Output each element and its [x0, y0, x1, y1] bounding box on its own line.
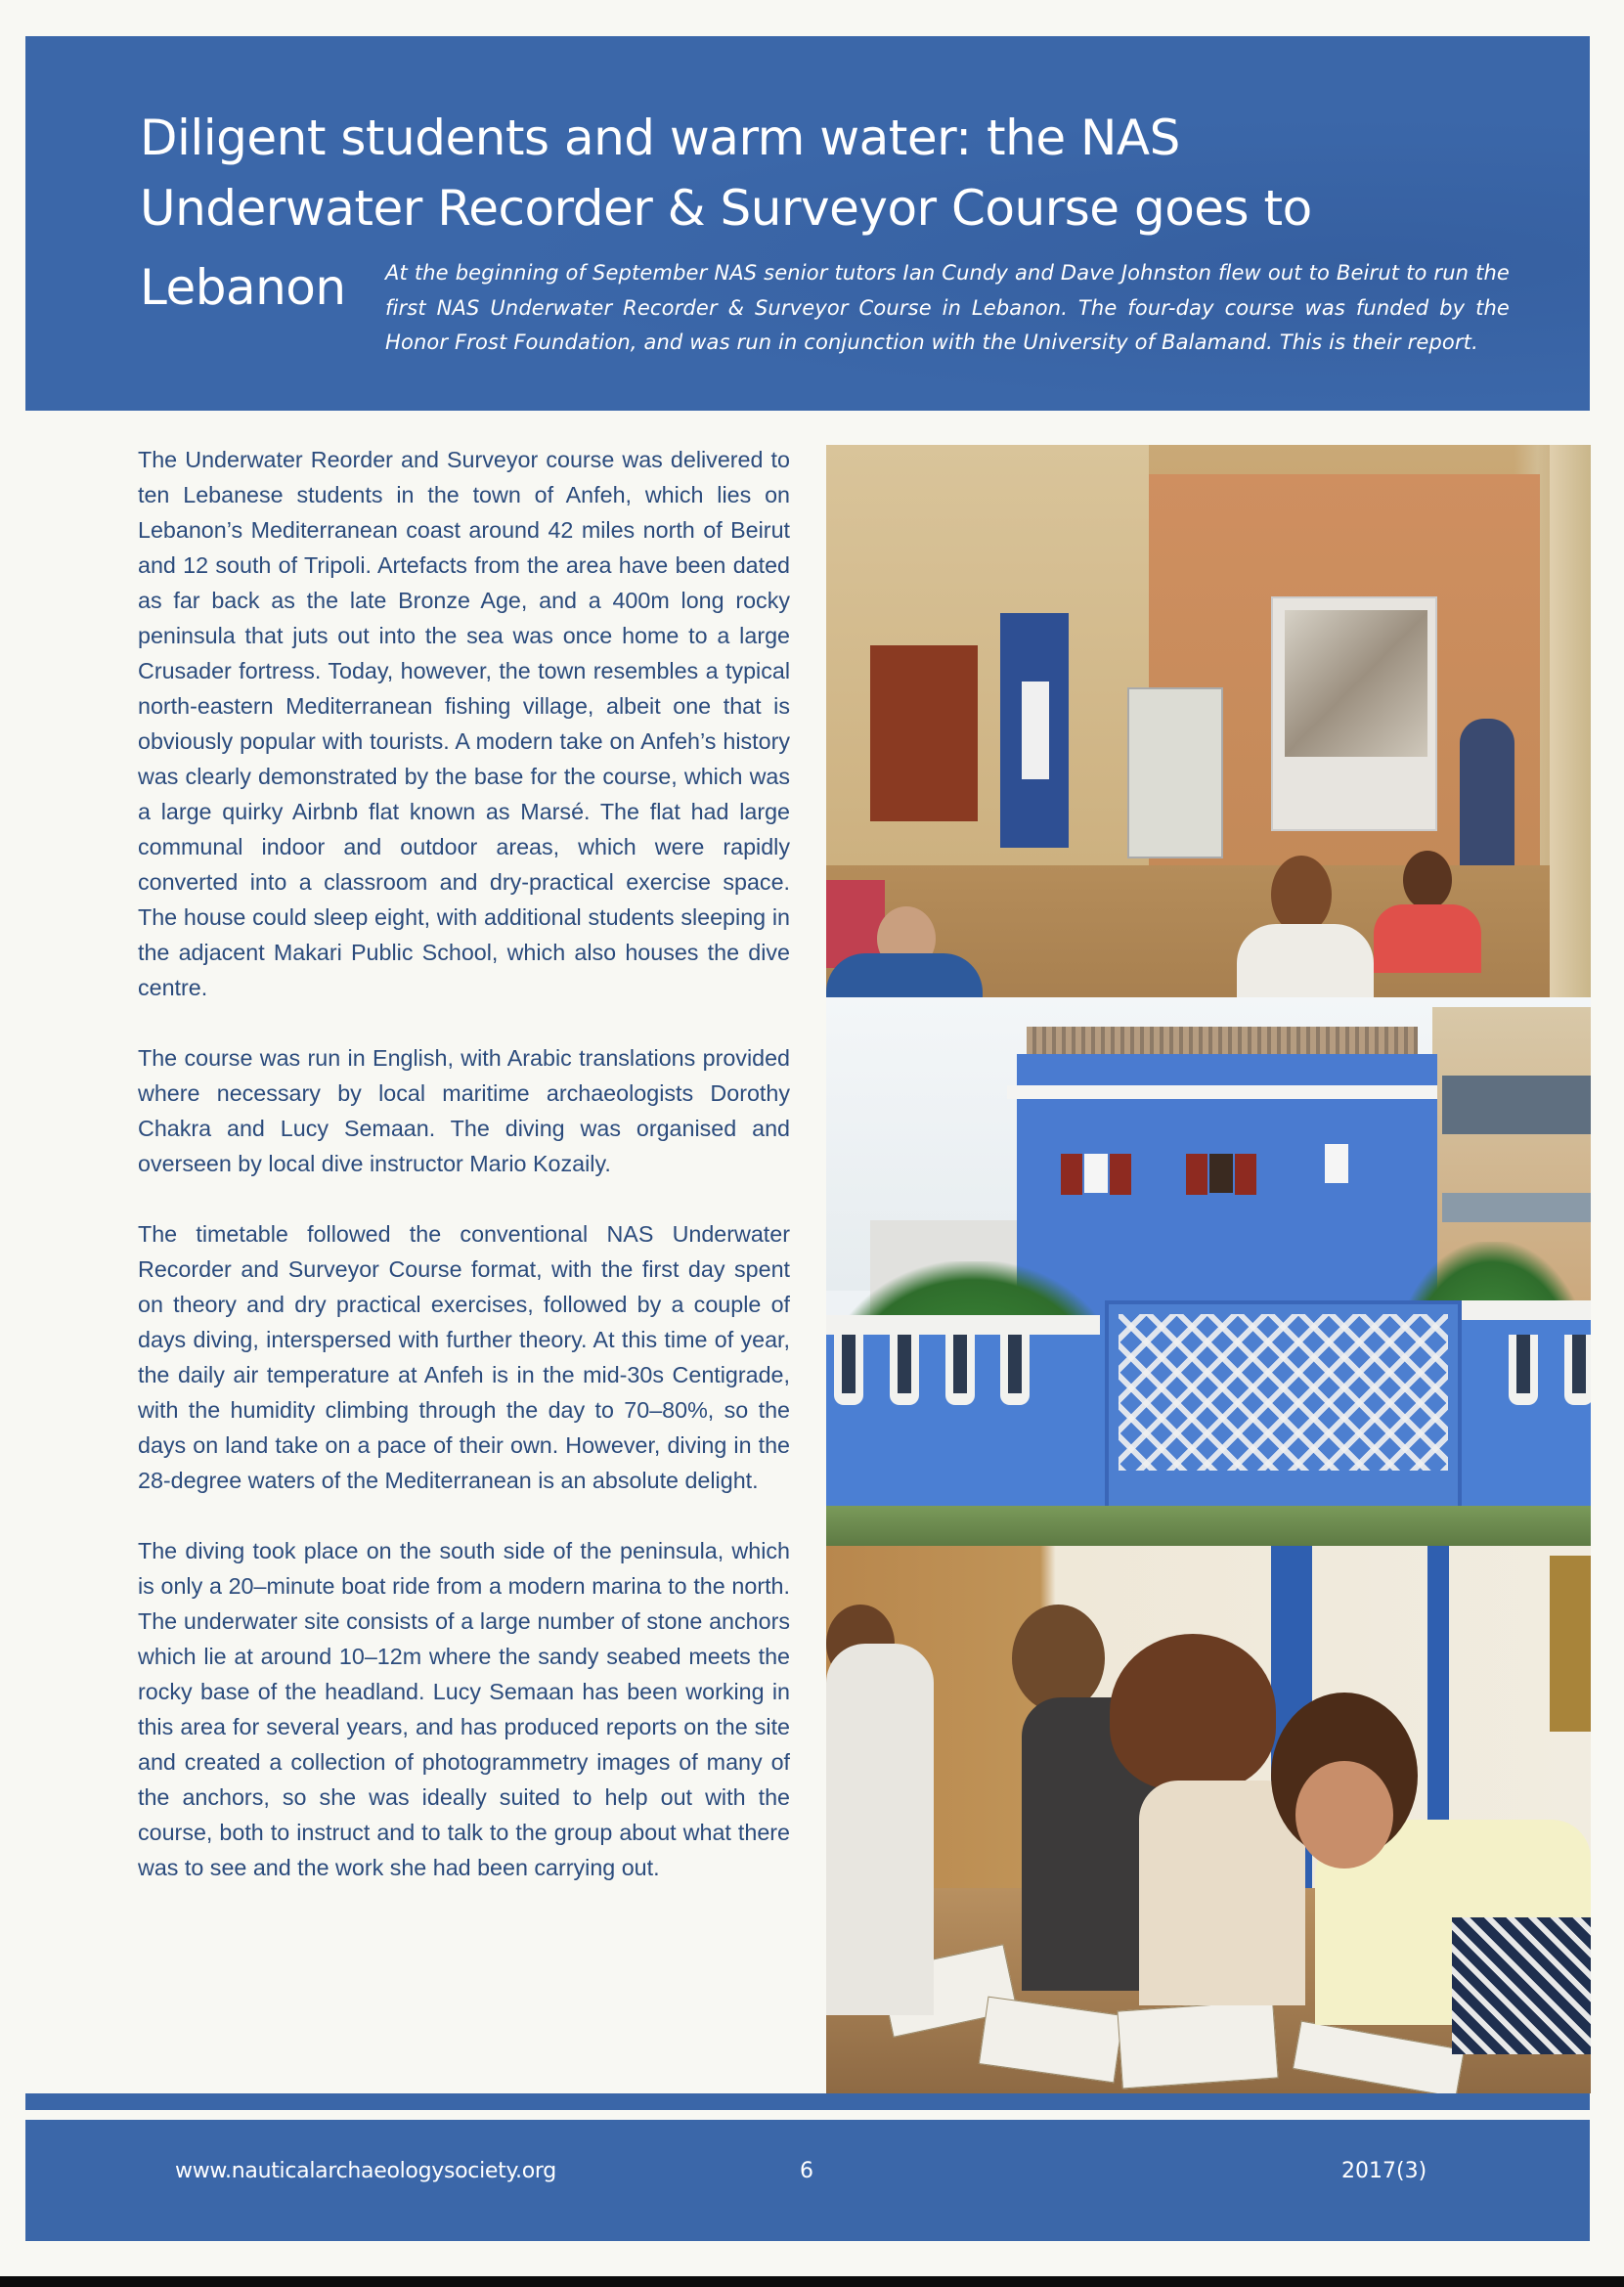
photo-projector-screen [1271, 596, 1437, 831]
photo-wall-slot [1000, 1335, 1030, 1405]
photo-window [1084, 1154, 1108, 1193]
photo-window [1325, 1144, 1348, 1183]
photo-balcony [1442, 1076, 1591, 1134]
photo-whiteboard [1127, 687, 1223, 858]
photo-stone-wall [1550, 445, 1591, 997]
photo-patterned-trousers [1452, 1917, 1591, 2054]
photo-wall-slot [834, 1335, 863, 1405]
photo-projected-slide [1285, 610, 1427, 757]
photo-slot-gap [1516, 1335, 1530, 1393]
photo-wall-slot [945, 1335, 975, 1405]
photo-slot-gap [953, 1335, 967, 1393]
photo-shutter [1110, 1154, 1131, 1195]
photo-student-face [1295, 1761, 1393, 1869]
photo-student-head [1012, 1605, 1105, 1712]
scan-edge [0, 2276, 1624, 2287]
photo-door-pane [1022, 682, 1049, 779]
photo-shutter [1061, 1154, 1082, 1195]
paragraph-1: The Underwater Reorder and Surveyor course was delivered to ten Lebanese students in the town of Anfeh, which lies on Lebanon’s Mediterranean coast around 42 miles north of Beirut and 12 south of Tripoli. Artefacts from the area have been dated as far back as the late Bronze Age, and a 400m long rocky peninsula that juts out into the sea was once home to a large Crusader fortress. Today, however, the town resembles a typical north-eastern Mediterranean fishing village, albeit one that is obviously popular with tourists. A modern take on Anfeh’s history was clearly demonstrated by the base for the course, which was a large quirky Airbnb flat known as Marsé. The flat had large communal indoor and outdoor areas, which were rapidly converted into a classroom and dry-practical exercise space. The house could sleep eight, with additional students sleeping in the adjacent Makari Public School, which also houses the dive centre. [138, 447, 790, 1000]
paragraph-2: The course was run in English, with Arabic translations provided where necessary by local maritime archaeologists Dorothy Chakra and Lucy Semaan. The diving was organised and overseen by local dive instructor Mario Kozaily. [138, 1045, 790, 1176]
photo-slot-gap [1572, 1335, 1586, 1393]
header-banner [25, 36, 1590, 411]
headline-line-2: Underwater Recorder & Surveyor Course goes to [140, 180, 1312, 237]
photo-gate-lattice [1119, 1314, 1448, 1471]
issue-number: 2017(3) [1341, 2159, 1427, 2183]
headline-line-3: Lebanon [140, 259, 346, 316]
photo-wall-slot [1564, 1335, 1591, 1405]
headline-line-1: Diligent students and warm water: the NAS [140, 110, 1180, 166]
photo-grass [826, 1506, 1591, 1546]
article-standfirst: At the beginning of September NAS senior tutors Ian Cundy and Dave Johnston flew out to Beirut to run the first NAS Underwater Recorder & Surveyor Course in Lebanon. The four-day course was funded by the Honor Frost Foundation, and was run in conjunction with the University of Balamand. This is their report. [385, 261, 1510, 354]
photo-wall-slot [890, 1335, 919, 1405]
photo-student-nasa-shirt [826, 1644, 934, 2015]
photo-balcony [1442, 1193, 1591, 1222]
photo-wall-slot [1509, 1335, 1538, 1405]
photo-blue-door [1000, 613, 1069, 848]
photo-student-hair [1110, 1634, 1276, 1790]
photo-student-blue-shirt [826, 953, 983, 997]
photo-slot-gap [842, 1335, 856, 1393]
paragraph-3: The timetable followed the conventional NAS Underwater Recorder and Surveyor Course format, with the first day spent on theory and dry practical exercises, followed by a couple of days diving, interspersed with further theory. At this time of year, the daily air temperature at Anfeh is in the mid-30s Centigrade, with the humidity climbing through the day to 70–80%, so the days on land take on a pace of their own. However, diving in the 28-degree waters of the Mediterranean is an absolute delight. [138, 1221, 790, 1493]
photo-shelf [870, 645, 978, 821]
photo-blue-house [826, 997, 1591, 1546]
photo-students-drawing [826, 1546, 1591, 2093]
photo-shutter [1235, 1154, 1256, 1195]
photo-wall-cap [1462, 1300, 1591, 1320]
photo-slot-gap [898, 1335, 911, 1393]
page-footer [25, 2120, 1590, 2241]
photo-presenter [1460, 719, 1514, 875]
photo-picture-frame [1550, 1556, 1591, 1732]
photo-student-head [1271, 856, 1332, 934]
footer-website-link[interactable]: www.nauticalarchaeologysociety.org [175, 2159, 556, 2183]
photo-slot-gap [1008, 1335, 1022, 1393]
photo-student-red-shirt [1374, 904, 1481, 973]
photo-classroom [826, 445, 1591, 997]
article-body [138, 442, 790, 1885]
photo-eave [1007, 1085, 1437, 1099]
footer-divider [25, 2093, 1590, 2110]
article-headline [140, 103, 1411, 243]
photo-window [1209, 1154, 1233, 1193]
photo-drawing-sheet [1117, 2001, 1278, 2089]
paragraph-4: The diving took place on the south side of the peninsula, which is only a 20–minute boat ride from a modern marina to the north. The underwater site consists of a large number of stone anchors which lie at around 10–12m where the sandy seabed meets the rocky base of the headland. Lucy Semaan has been working in this area for several years, and has produced reports on the site and created a collection of photogrammetry images of many of the anchors, so she was ideally suited to help out with the course, both to instruct and to talk to the group about what there was to see and the work she had been carrying out. [138, 1538, 790, 1880]
photo-shutter [1186, 1154, 1207, 1195]
photo-wall-cap [826, 1315, 1100, 1335]
photo-student-head [1403, 851, 1452, 909]
page-number: 6 [800, 2159, 813, 2183]
photo-student-white-shirt [1237, 924, 1374, 997]
